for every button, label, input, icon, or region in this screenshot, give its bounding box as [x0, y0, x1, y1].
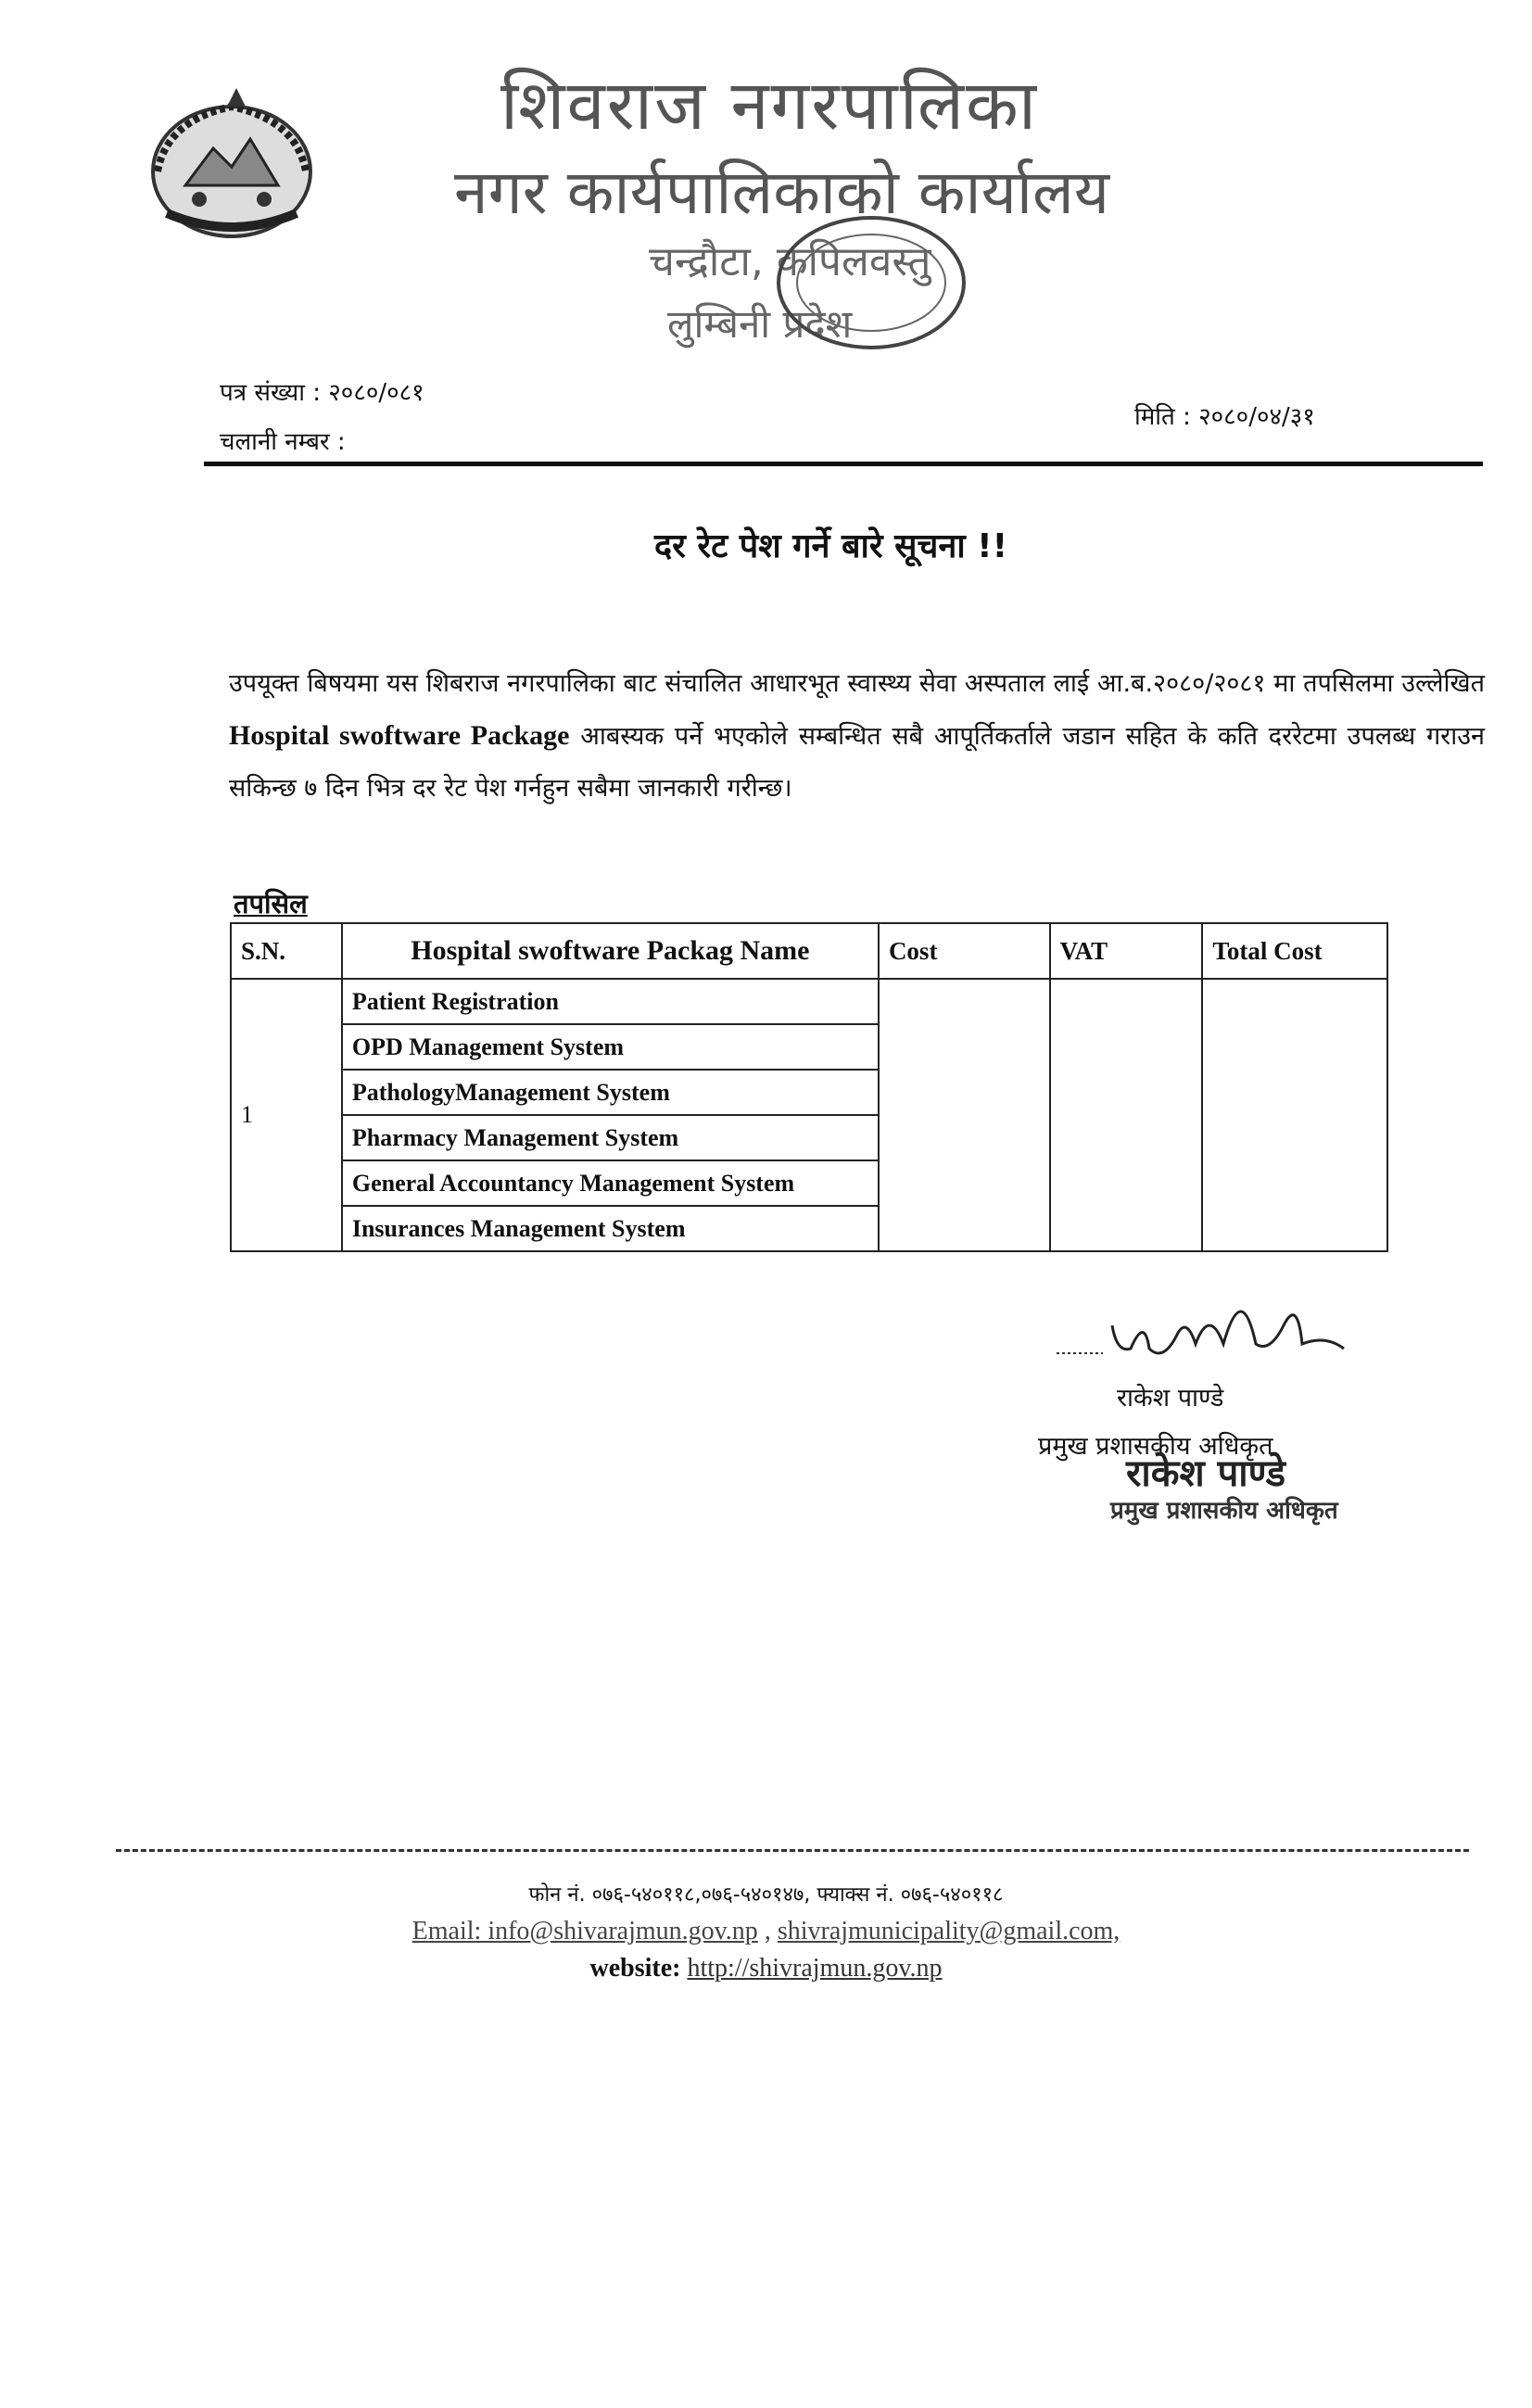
vat-cell	[1050, 979, 1203, 1251]
table-header-row	[231, 923, 1387, 979]
office-name: नगर कार्यपालिकाको कार्यालय	[454, 157, 1109, 228]
package-item: OPD Management System	[342, 1024, 879, 1070]
sn-cell: 1	[231, 979, 342, 1251]
col-header-cost: Cost	[879, 923, 1050, 979]
package-item: PathologyManagement System	[342, 1070, 879, 1115]
office-province: लुम्बिनी प्रदेश	[667, 301, 853, 347]
col-header-sn: S.N.	[231, 923, 342, 979]
col-header-vat: VAT	[1050, 923, 1203, 979]
package-item: Patient Registration	[342, 979, 879, 1024]
notice-title: दर रेट पेश गर्ने बारे सूचना !!	[653, 527, 1008, 565]
schedule-table	[230, 922, 1388, 1252]
footer-divider	[116, 1849, 1469, 1852]
website-link[interactable]: http://shivrajmun.gov.np	[687, 1954, 943, 1983]
seal-title: प्रमुख प्रशासकीय अधिकृत	[1110, 1497, 1338, 1525]
col-header-package-name: Hospital swoftware Packag Name	[342, 923, 879, 979]
package-item: Pharmacy Management System	[342, 1115, 879, 1160]
cost-cell	[879, 979, 1050, 1251]
total-cost-cell	[1202, 979, 1387, 1251]
email-separator: ,	[757, 1917, 778, 1945]
footer-website	[0, 1954, 1532, 1983]
email-link-primary[interactable]: Email: info@shivarajmun.gov.np	[411, 1917, 758, 1945]
reference-number: पत्र संख्या : २०८०/०८१	[220, 379, 424, 407]
package-item: Insurances Management System	[342, 1206, 879, 1251]
dispatch-number: चलानी नम्बर :	[220, 428, 346, 456]
letter-date: मिति : २०८०/०४/३१	[1134, 403, 1315, 431]
email-link-secondary[interactable]: shivrajmunicipality@gmail.com,	[777, 1917, 1121, 1945]
nepal-emblem-logo	[130, 83, 334, 250]
website-label: website:	[589, 1954, 688, 1983]
org-name: शिवराज नगरपालिका	[500, 66, 1039, 146]
col-header-total-cost: Total Cost	[1202, 923, 1387, 979]
notice-body-bold: Hospital swoftware Package	[229, 720, 570, 751]
notice-body-part1: उपयूक्त बिषयमा यस शिबराज नगरपालिका बाट संचालित आधारभूत स्वास्थ्य सेवा अस्पताल लाई आ.ब.२०८०/२०८१ मा तपसिलमा उल्लेखित	[229, 669, 1485, 698]
seal-name: राकेश पाण्डे	[1126, 1452, 1286, 1495]
footer-phones: फोन नं. ०७६-५४०११८,०७६-५४०१४७, फ्याक्स नं. ०७६-५४०११८	[528, 1883, 1004, 1907]
handwritten-signature	[1047, 1261, 1362, 1372]
signer-title: प्रमुख प्रशासकीय अधिकृत	[1038, 1432, 1273, 1461]
notice-body-part2: आबस्यक पर्ने भएकोले सम्बन्धित सबै आपूर्तिकर्ताले जडान सहित के कति दररेटमा उपलब्ध गराउन सकिन्छ ७ दिन भित्र दर रेट पेश गर्नहुन सबैमा जानकारी गरीन्छ।	[229, 722, 1485, 803]
header-divider	[204, 462, 1483, 466]
package-item: General Accountancy Management System	[342, 1160, 879, 1206]
footer-emails	[0, 1917, 1532, 1946]
signer-name: राकेश पाण्डे	[1117, 1384, 1224, 1413]
notice-body	[229, 658, 1485, 815]
office-address: चन्द्रौटा, कपिलवस्तु	[649, 238, 931, 285]
table-row	[231, 979, 1387, 1024]
schedule-label: तपसिल	[234, 888, 308, 919]
office-stamp	[769, 209, 973, 357]
